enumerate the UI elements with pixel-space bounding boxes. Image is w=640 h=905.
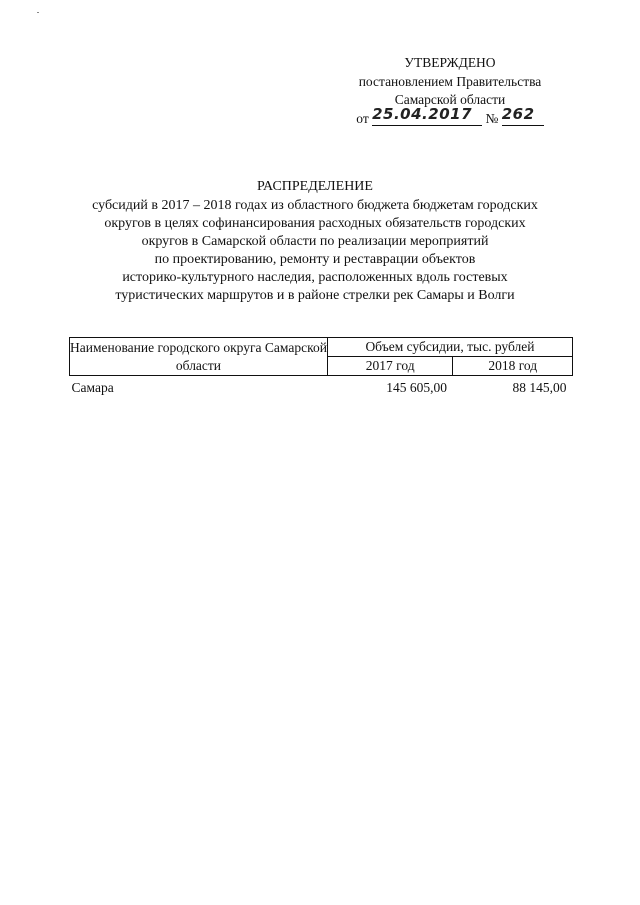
- region-line: Самарской области: [394, 92, 506, 107]
- approved-by-line: постановлением Правительства: [358, 73, 542, 89]
- date-number-line: [330, 105, 570, 129]
- heading-line: туристических маршрутов и в районе стрелки рек Самары и Волги: [115, 288, 515, 303]
- number-field: [501, 105, 544, 126]
- header-subsidy-volume: Объем субсидии, тыс. рублей: [327, 338, 572, 357]
- header-district-name: Наименование городского округа Самарской области: [70, 338, 328, 376]
- heading-line: по проектированию, ремонту и реставрации объектов: [154, 252, 476, 267]
- from-label: от: [356, 110, 369, 126]
- header-year-2017: 2017 год: [327, 357, 453, 376]
- heading-line: округов в Самарской области по реализации мероприятий: [141, 234, 489, 249]
- table-header-row: [70, 338, 573, 357]
- approved-label: УТВЕРЖДЕНО: [404, 55, 496, 70]
- table-row: [70, 376, 573, 398]
- value-2017-cell: 145 605,00: [386, 380, 447, 395]
- document-title: РАСПРЕДЕЛЕНИЕ: [257, 179, 373, 194]
- handwritten-date: 25.04.2017: [372, 105, 473, 123]
- heading-line: субсидий в 2017 – 2018 годах из областного бюджета бюджетам городских: [92, 198, 538, 213]
- value-2018-cell: 88 145,00: [512, 380, 567, 395]
- district-name-cell: Самара: [71, 380, 114, 395]
- header-year-2018: 2018 год: [453, 357, 573, 376]
- scan-speck: [37, 12, 39, 13]
- distribution-table: [69, 337, 573, 397]
- heading-line: округов в целях софинансирования расходных обязательств городских: [104, 216, 526, 231]
- approval-block: [330, 54, 570, 128]
- document-heading: [60, 178, 570, 305]
- date-field: [372, 105, 482, 126]
- number-label: №: [485, 110, 499, 126]
- heading-line: историко-культурного наследия, расположенных вдоль гостевых: [122, 270, 508, 285]
- handwritten-number: 262: [501, 105, 535, 123]
